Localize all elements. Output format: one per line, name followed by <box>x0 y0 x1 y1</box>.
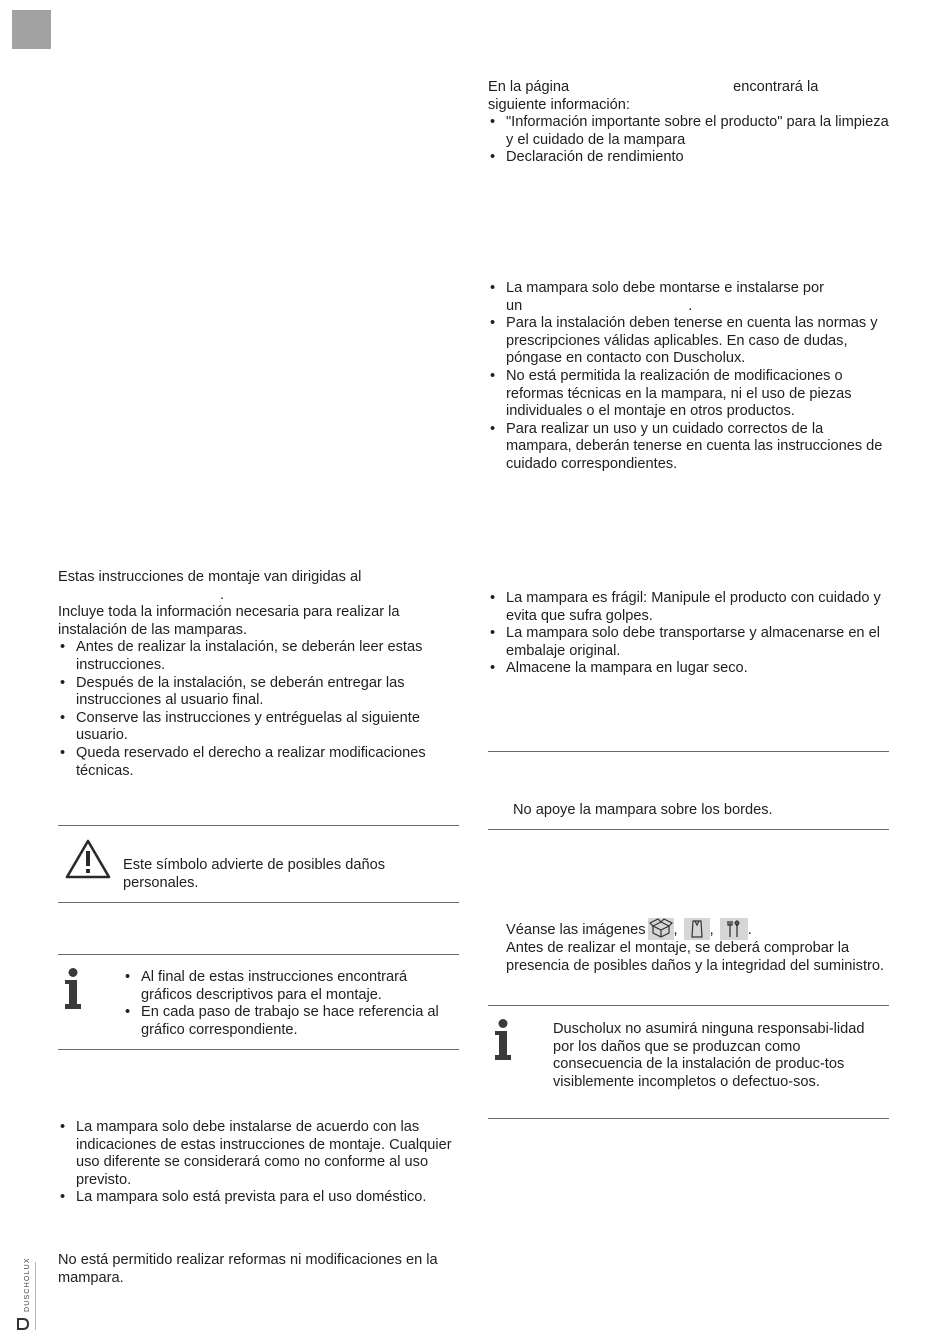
info-source-section <box>488 79 890 167</box>
list-item: • Antes de realizar la instalación, se deberán leer estas instrucciones. <box>58 639 460 674</box>
info-icon <box>493 1019 513 1065</box>
info-source-line2: siguiente información: <box>488 96 630 113</box>
see-images-line: Véanse las imágenes , , . <box>506 918 890 940</box>
list-item: • La mampara solo debe montarse e instalarse por un . <box>488 280 890 315</box>
transport-list <box>488 590 890 678</box>
list-item: • La mampara es frágil: Manipule el producto con cuidado y evita que sufra golpes. <box>488 590 890 625</box>
list-item: • La mampara solo debe instalarse de acuerdo con las indicaciones de estas instrucciones de montaje. Cualquier uso diferente se considerará como no conforme al uso previsto. <box>58 1119 460 1189</box>
transport-section <box>488 590 890 678</box>
edges-note: No apoye la mampara sobre los bordes. <box>513 802 773 818</box>
page-corner-tab <box>12 10 51 49</box>
warning-triangle-icon <box>64 838 112 880</box>
list-item: • Para realizar un uso y un cuidado correctos de la mampara, deberán tenerse en cuenta las instrucciones de cuidado correspondientes. <box>488 421 890 474</box>
divider <box>58 825 459 826</box>
list-item: • Para la instalación deben tenerse en cuenta las normas y prescripciones válidas aplicables. En caso de dudas, póngase en contacto con Duscholux. <box>488 315 890 368</box>
duscholux-logo-icon <box>16 1316 30 1330</box>
divider <box>58 1049 459 1050</box>
list-item: • Declaración de rendimiento <box>488 149 890 167</box>
divider <box>488 751 889 752</box>
brand-label: DUSCHOLUX <box>24 1257 31 1312</box>
list-item: • Queda reservado el derecho a realizar modificaciones técnicas. <box>58 745 460 780</box>
modification-note: No está permitido realizar reformas ni modificaciones en la mampara. <box>58 1252 438 1286</box>
divider <box>58 954 459 955</box>
list-item: • La mampara solo está prevista para el uso doméstico. <box>58 1189 460 1207</box>
audience-list <box>58 639 460 780</box>
warning-text: Este símbolo advierte de posibles daños personales. <box>123 857 386 891</box>
list-item: • Después de la instalación, se deberán entregar las instrucciones al usuario final. <box>58 675 460 710</box>
list-item: • Conserve las instrucciones y entréguelas al siguiente usuario. <box>58 710 460 745</box>
graphics-info-list <box>123 969 459 1039</box>
list-item: • Al final de estas instrucciones encontrará gráficos descriptivos para el montaje. <box>123 969 459 1004</box>
delivery-check-text: Antes de realizar el montaje, se deberá comprobar la presencia de posibles daños y la integridad del suministro. <box>506 940 885 974</box>
info-source-line: En la página encontrará la <box>488 79 819 95</box>
audience-line: Estas instrucciones de montaje van dirigidas al <box>58 569 362 585</box>
intended-use-section <box>58 1119 460 1207</box>
audience-blank-line: . <box>220 586 225 603</box>
divider <box>488 1118 889 1119</box>
delivery-check-section <box>506 918 890 975</box>
divider <box>488 1005 889 1006</box>
liability-note: Duscholux no asumirá ninguna responsabi-lidad por los daños que se produzcan como consecuencia de la instalación de produc-tos visiblemente incompletos o defectuo-sos. <box>553 1021 865 1090</box>
target-audience-section <box>58 569 460 780</box>
parts-bag-icon <box>684 918 710 940</box>
divider <box>488 829 889 830</box>
installation-rules-list <box>488 280 890 474</box>
info-icon <box>63 968 83 1014</box>
list-item: • "Información importante sobre el producto" para la limpieza y el cuidado de la mampara <box>488 114 890 149</box>
tools-icon <box>720 918 748 940</box>
divider <box>58 902 459 903</box>
audience-description: Incluye toda la información necesaria para realizar la instalación de las mamparas. <box>58 604 400 638</box>
list-item: • Almacene la mampara en lugar seco. <box>488 660 890 678</box>
package-icon <box>648 918 674 940</box>
installation-rules-section <box>488 280 890 474</box>
info-source-list <box>488 114 890 167</box>
list-item: • La mampara solo debe transportarse y almacenarse en el embalaje original. <box>488 625 890 660</box>
graphics-info-section <box>123 969 459 1039</box>
intended-use-list <box>58 1119 460 1207</box>
list-item: • No está permitida la realización de modificaciones o reformas técnicas en la mampara, ni el uso de piezas individuales o el montaje en otros productos. <box>488 368 890 421</box>
list-item: • En cada paso de trabajo se hace referencia al gráfico correspondiente. <box>123 1004 459 1039</box>
